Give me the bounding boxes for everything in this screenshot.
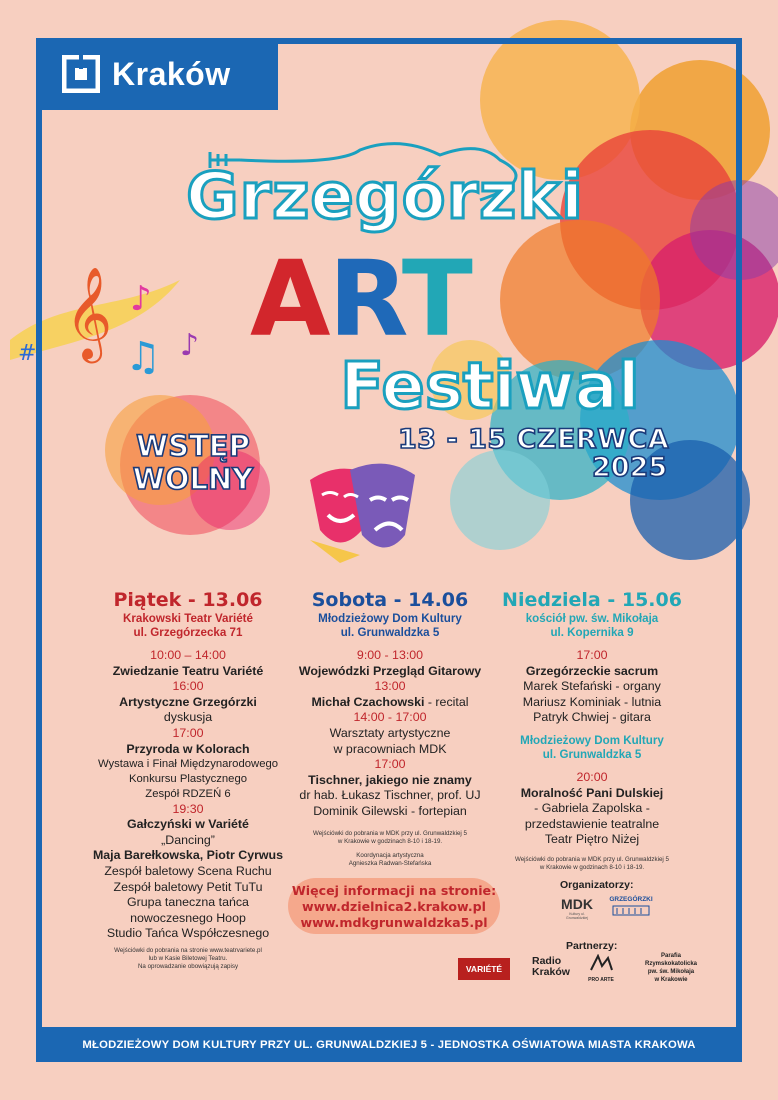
svg-text:#: #: [18, 341, 37, 366]
event-desc: dyskusja: [163, 710, 213, 725]
performer: nowoczesnego Hoop: [130, 910, 246, 925]
music-notes-icon: [10, 250, 210, 400]
mdk-logo-sub: Kultury ul. Grunwaldzkiej: [566, 912, 588, 920]
event-title: Michał Czachowski: [311, 694, 425, 709]
title-grzegorzki: Grzegórzki: [186, 160, 584, 234]
event-time: 20:00: [576, 769, 608, 784]
sunday-venue: kościół pw. św. Mikołaja: [525, 612, 659, 625]
event-desc: dr hab. Łukasz Tischner, prof. UJ: [299, 788, 481, 803]
parafia-line: Rzymskokatolicka: [644, 961, 698, 967]
more-info-heading: Więcej informacji na stronie:: [291, 883, 497, 898]
sunday-column: [492, 588, 692, 872]
friday-address: ul. Grzegórzecka 71: [133, 626, 243, 639]
krakow-logo: [36, 38, 278, 110]
saturday-address: ul. Grunwaldzka 5: [340, 626, 440, 639]
krakow-logo-icon: [62, 55, 100, 93]
svg-text:♪: ♪: [180, 328, 200, 363]
event-time: 10:00 – 14:00: [150, 648, 226, 662]
festival-year: 2025: [592, 452, 668, 483]
theatre-masks-icon: [300, 455, 430, 565]
organizers-label: Organizatorzy:: [560, 879, 634, 891]
event-time: 17:00: [576, 648, 608, 662]
ticket-note: lub w Kasie Biletowej Teatru.: [148, 954, 228, 962]
event-desc: Patryk Chwiej - gitara: [533, 710, 651, 725]
pro-arte-logo: [584, 954, 618, 983]
event-desc: w pracowniach MDK: [333, 741, 447, 756]
mdk-logo-text: MDK: [561, 896, 593, 912]
saturday-day: Sobota - 14.06: [311, 589, 469, 611]
title-art: [250, 238, 471, 360]
ticket-note: Wejściówki do pobrania w MDK przy ul. Grunwaldzkiej 5: [313, 829, 467, 837]
saturday-venue: Młodzieżowy Dom Kultury: [318, 612, 462, 625]
event-time: 17:00: [172, 725, 204, 740]
radio-krakow-line1: Radio: [532, 955, 562, 967]
event-desc: Zespół RDZEŃ 6: [145, 787, 231, 800]
event-desc: Marek Stefański - organy: [523, 679, 661, 694]
festival-dates: 13 - 15 CZERWCA: [398, 424, 670, 455]
free-entry-line1: WSTĘP: [136, 429, 250, 463]
more-info-box: [288, 878, 500, 934]
brand-name: Kraków: [112, 55, 231, 92]
pro-arte-icon: [588, 954, 614, 972]
title-festiwal: Festiwal: [340, 350, 640, 424]
performer: Zespół baletowy Scena Ruchu: [104, 863, 272, 878]
ticket-note: w Krakowie w godzinach 8-10 i 18-19.: [539, 863, 645, 871]
event-desc: Wystawa i Finał Międzynarodowego: [97, 758, 279, 771]
event-desc: „Dancing”: [161, 832, 215, 847]
footer-text: MŁODZIEŻOWY DOM KULTURY PRZY UL. GRUNWALDZKIEJ 5 - JEDNOSTKA OŚWIATOWA MIASTA KRAKOWA: [82, 1038, 696, 1051]
mdk-logo: [560, 896, 594, 920]
radio-krakow-line2: Kraków: [532, 966, 570, 978]
event-suffix: - recital: [424, 694, 469, 709]
friday-venue: Krakowski Teatr Variété: [123, 612, 253, 625]
event-title: Grzegórzeckie sacrum: [525, 663, 659, 678]
ticket-note: w Krakowie w godzinach 8-10 i 18-19.: [337, 837, 443, 845]
event-desc: Teatr Piętro Niżej: [544, 832, 640, 847]
website-link-dzielnica[interactable]: www.dzielnica2.krakow.pl: [302, 899, 486, 914]
performers-title: Maja Barełkowska, Piotr Cyrwus: [92, 848, 284, 863]
free-entry-line2: WOLNY: [132, 462, 254, 496]
pro-arte-text: PRO ARTE: [588, 977, 614, 983]
event-desc: Dominik Gilewski - fortepian: [313, 803, 467, 818]
parafia-line: w Krakowie: [654, 977, 688, 983]
event-desc: Konkursu Plastycznego: [128, 772, 248, 785]
saturday-column: [290, 588, 490, 868]
svg-text:♪: ♪: [130, 279, 152, 319]
event-time: 16:00: [172, 679, 204, 694]
grzegorzki-logo-text: GRZEGÓRZKI: [609, 896, 653, 903]
sunday-address: ul. Kopernika 9: [550, 626, 634, 639]
event-time: 17:00: [374, 757, 406, 772]
event-desc: Mariusz Kominiak - lutnia: [522, 694, 662, 709]
event-title: Wojewódzki Przegląd Gitarowy: [298, 663, 482, 678]
parafia-logo: [634, 952, 708, 984]
event-title: Moralność Pani Dulskiej: [520, 785, 664, 800]
free-entry-badge: [108, 430, 278, 496]
sunday-venue-2: Młodzieżowy Dom Kultury: [520, 733, 664, 747]
event-time: 14:00 - 17:00: [353, 710, 427, 725]
coordination-note: Agnieszka Radwan-Stefańska: [348, 859, 432, 867]
title-art-r: R: [328, 238, 402, 360]
event-title: Artystyczne Grzegórzki: [119, 694, 257, 709]
footer-bar: [36, 1027, 742, 1062]
grzegorzki-emblem-icon: [611, 904, 651, 916]
svg-text:♫: ♫: [125, 334, 161, 380]
website-link-mdk[interactable]: www.mdkgrunwaldzka5.pl: [300, 915, 488, 930]
event-desc: - Gabriela Zapolska -: [534, 801, 650, 816]
ticket-note: Wejściówki do pobrania na stronie www.teatrvariete.pl: [114, 946, 262, 954]
title-art-t: T: [401, 238, 471, 360]
event-title: Gałczyński w Variété: [127, 817, 249, 832]
event-time: 19:30: [172, 801, 204, 816]
event-title: Zwiedzanie Teatru Variété: [112, 663, 264, 678]
grzegorzki-logo: [606, 896, 656, 921]
event-title: Tischner, jakiego nie znamy: [308, 772, 472, 787]
parafia-line: pw. św. Mikołaja: [647, 969, 695, 975]
friday-column: [88, 588, 288, 971]
event-title-line: [290, 695, 490, 711]
event-title: Przyroda w Kolorach: [126, 741, 250, 756]
performer: Grupa taneczna tańca: [127, 895, 249, 910]
event-desc: przedstawienie teatralne: [524, 816, 660, 831]
event-desc: Warsztaty artystyczne: [329, 725, 451, 740]
sunday-address-2: ul. Grunwaldzka 5: [542, 747, 642, 761]
performer: Zespół baletowy Petit TuTu: [113, 879, 263, 894]
radio-krakow-logo: [532, 956, 570, 978]
event-time: 13:00: [374, 679, 406, 694]
coordination-note: Koordynacja artystyczna: [356, 851, 424, 859]
sunday-day: Niedziela - 15.06: [502, 589, 682, 611]
performer: Studio Tańca Współczesnego: [106, 926, 270, 941]
parafia-line: Parafia: [660, 953, 681, 959]
svg-text:𝄞: 𝄞: [65, 266, 113, 359]
variete-logo: VARIÉTÉ: [458, 958, 510, 980]
ticket-note: Na oprowadzanie obowiązują zapisy: [137, 962, 239, 970]
partners-label: Partnerzy:: [566, 940, 618, 952]
friday-day: Piątek - 13.06: [113, 589, 263, 611]
event-time: 9:00 - 13:00: [356, 648, 424, 662]
ticket-note: Wejściówki do pobrania w MDK przy ul. Grunwaldzkiej 5: [515, 855, 669, 863]
title-art-a: A: [250, 238, 329, 360]
